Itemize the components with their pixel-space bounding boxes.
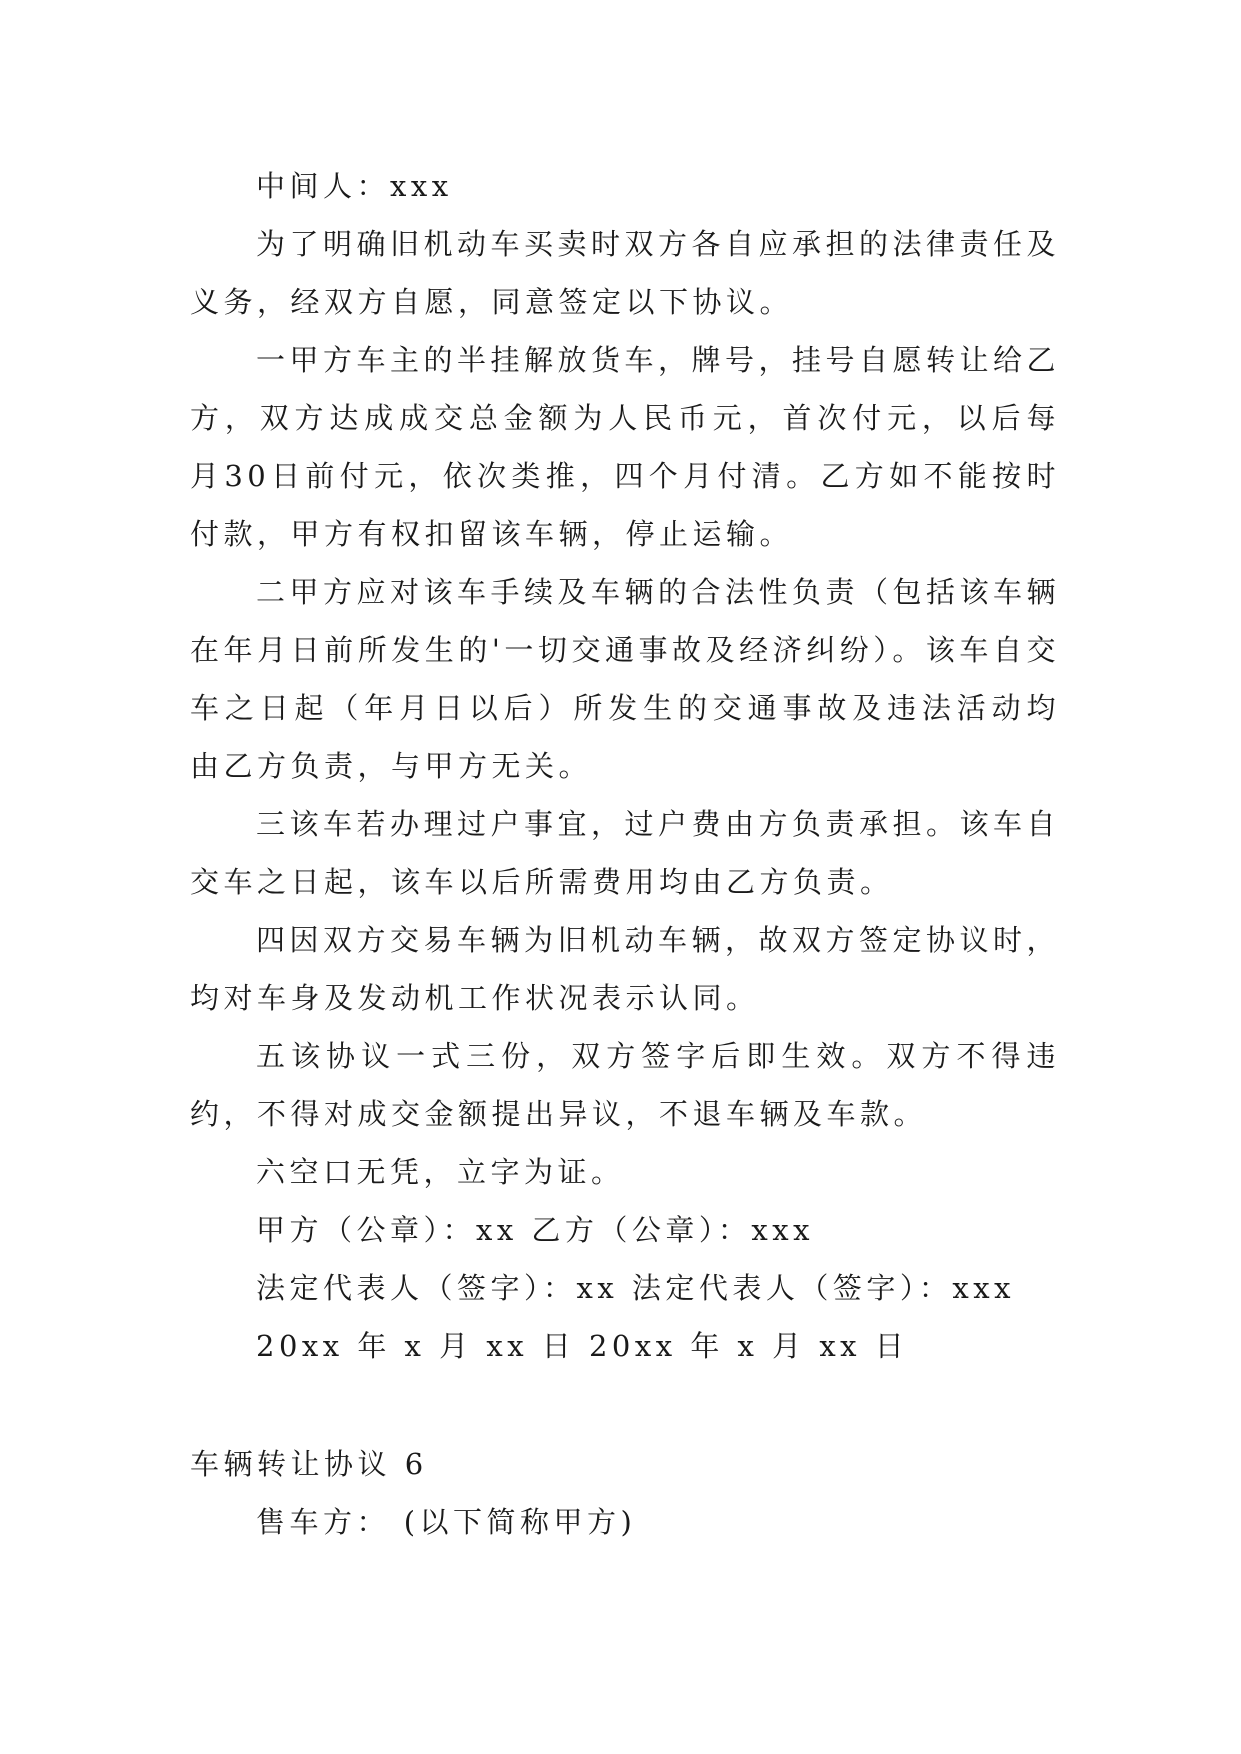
signature-line: 法定代表人（签字）：xx 法定代表人（签字）：xxx [256,1271,1015,1305]
date-line: 20xx 年 x 月 xx 日 20xx 年 x 月 xx 日 [256,1329,909,1363]
seal-line: 甲方（公章）：xx 乙方（公章）：xxx [256,1213,814,1247]
purpose-paragraph: 为了明确旧机动车买卖时双方各自应承担的法律责任及义务，经双方自愿，同意签定以下协议。 [190,227,1061,319]
seller-line: 售车方： (以下简称甲方) [256,1505,637,1539]
clause-5: 五该协议一式三份，双方签字后即生效。双方不得违约，不得对成交金额提出异议，不退车辆及车款。 [190,1039,1060,1131]
clause-4: 四因双方交易车辆为旧机动车辆，故双方签定协议时，均对车身及发动机工作状况表示认同。 [190,923,1061,1015]
section-gap [190,1375,1060,1433]
clause-6: 六空口无凭，立字为证。 [256,1155,625,1189]
document-body [190,157,1060,1551]
clause-1: 一甲方车主的半挂解放货车，牌号，挂号自愿转让给乙方，双方达成成交总金额为人民币元，首次付元，以后每月30日前付元，依次类推，四个月付清。乙方如不能按时付款，甲方有权扣留该车辆，停止运输。 [190,343,1061,551]
clause-3: 三该车若办理过户事宜，过户费由方负责承担。该车自交车之日起，该车以后所需费用均由乙方负责。 [190,807,1061,899]
section-title: 车辆转让协议 6 [190,1447,428,1481]
intermediary-line: 中间人：xxx [256,169,453,203]
clause-2: 二甲方应对该车手续及车辆的合法性负责（包括该车辆在年月日前所发生的'一切交通事故及经济纠纷）。该车自交车之日起（年月日以后）所发生的交通事故及违法活动均由乙方负责，与甲方无关。 [190,575,1061,783]
